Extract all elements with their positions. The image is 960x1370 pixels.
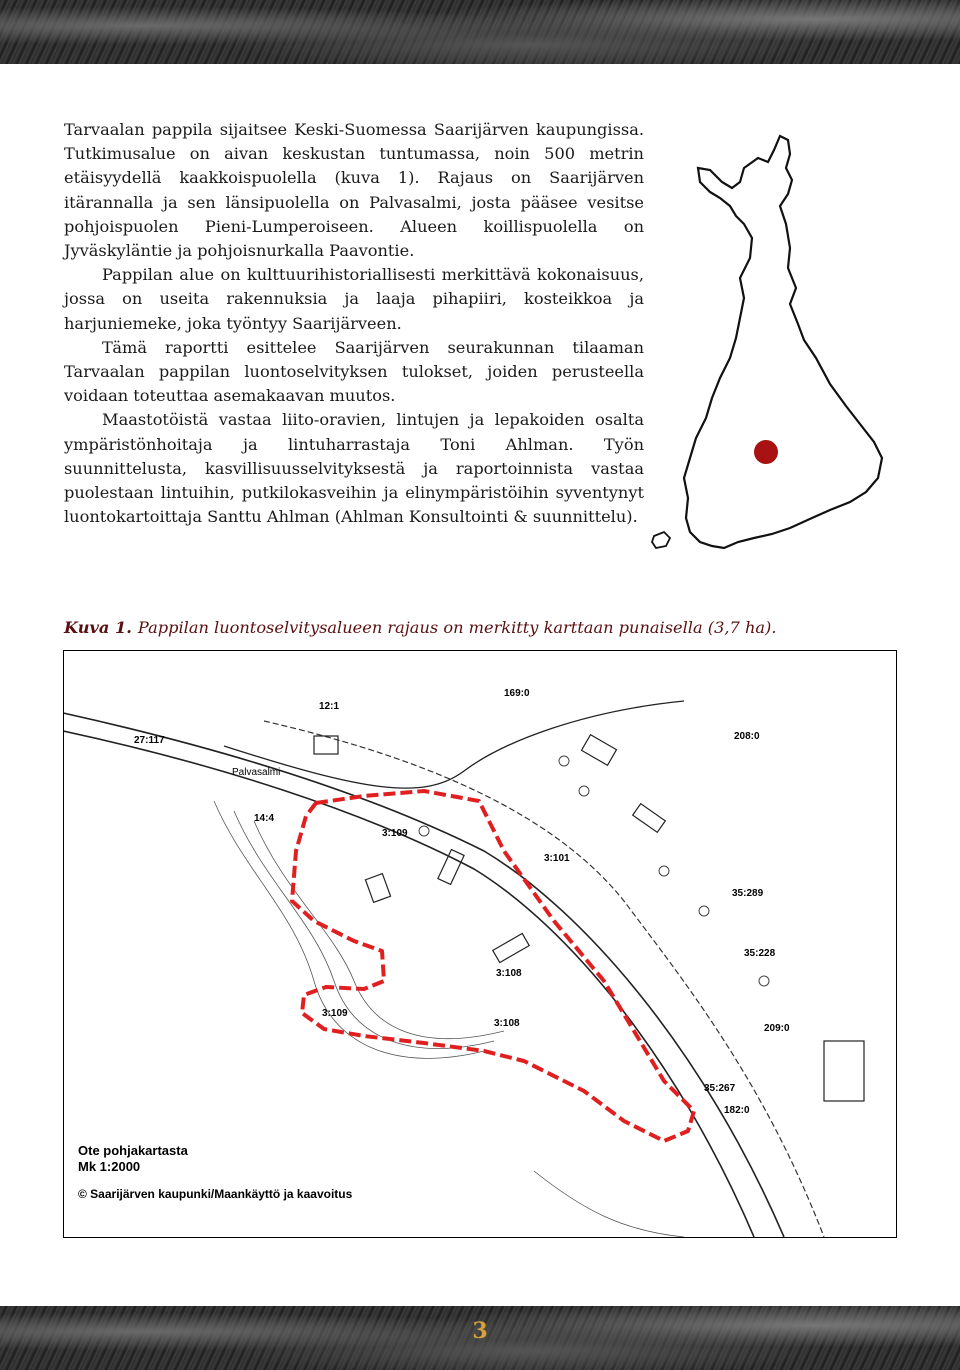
- page-number: 3: [472, 1318, 488, 1344]
- aland-islands: [652, 532, 670, 548]
- parcel-label: 27:117: [134, 735, 165, 746]
- place-label: Palvasalmi: [232, 767, 281, 778]
- railway-line: [264, 721, 824, 1237]
- contour-line: [234, 811, 494, 1049]
- contour-line: [214, 801, 484, 1058]
- tree-symbol: [699, 906, 709, 916]
- parcel-label: 3:108: [494, 1018, 520, 1029]
- building: [365, 874, 390, 903]
- parcel-label: 208:0: [734, 731, 760, 742]
- parcel-label: 35:267: [704, 1083, 736, 1094]
- base-map: [63, 650, 897, 1238]
- location-marker: [754, 440, 778, 464]
- parcel-label: 3:108: [496, 968, 522, 979]
- paragraph-2: Pappilan alue on kulttuurihistoriallisesti merkittävä kokonaisuus, jossa on useita rakennuksia ja laaja pihapiiri, kosteikkoa ja harjuniemeke, joka työntyy Saarijärveen.: [64, 265, 644, 333]
- top-decorative-band: [0, 0, 960, 64]
- parcel-label: 169:0: [504, 688, 530, 699]
- study-area-boundary: [292, 791, 694, 1141]
- tree-symbol: [559, 756, 569, 766]
- map-scale: Mk 1:2000: [78, 1159, 141, 1174]
- finland-outline-map: [640, 128, 930, 568]
- tree-symbol: [419, 826, 429, 836]
- tree-symbol: [659, 866, 669, 876]
- body-text: [64, 118, 644, 529]
- parcel-label: 12:1: [319, 701, 340, 712]
- building: [582, 735, 617, 766]
- parcel-label: 182:0: [724, 1105, 750, 1116]
- caption-text: Pappilan luontoselvitysalueen rajaus on merkitty karttaan punaisella (3,7 ha).: [137, 618, 777, 637]
- building: [824, 1041, 864, 1101]
- finland-outline: [684, 136, 882, 548]
- building: [438, 850, 464, 885]
- figure-caption: [64, 618, 894, 637]
- parcel-label: 3:109: [322, 1008, 348, 1019]
- road-jyvaskylantie-edge: [64, 729, 754, 1237]
- paragraph-4: Maastotöistä vastaa liito-oravien, lintujen ja lepakoiden osalta ympäristönhoitaja ja lintuharrastaja Toni Ahlman. Työn suunnittelusta, kasvillisuusselvityksestä ja raportoinnista vastaa puolestaan lintuihin, putkilokasveihin ja elinympäristöihin syventynyt luontokartoittaja Santtu Ahlman (Ahlman Konsultointi & suunnittelu).: [64, 410, 644, 527]
- caption-label: Kuva 1.: [64, 618, 132, 637]
- parcel-label: 3:109: [382, 828, 408, 839]
- parcel-label: 209:0: [764, 1023, 790, 1034]
- base-map-drawing: [64, 651, 896, 1237]
- parcel-label: 3:101: [544, 853, 570, 864]
- building: [633, 804, 666, 833]
- paragraph-1: Tarvaalan pappila sijaitsee Keski-Suomessa Saarijärven kaupungissa. Tutkimusalue on aivan keskustan tuntumassa, noin 500 metrin etäisyydellä kaakkoispuolella (kuva 1). Rajaus on Saarijärven itärannalla ja sen länsipuolella on Palvasalmi, josta pääsee vesitse pohjoispuolen Pieni-Lumperoiseen. Alueen koillispuolella on Jyväskyläntie ja pohjoisnurkalla Paavontie.: [64, 120, 644, 261]
- tree-symbol: [759, 976, 769, 986]
- parcel-label: 35:228: [744, 948, 776, 959]
- paragraph-3: Tämä raportti esittelee Saarijärven seurakunnan tilaaman Tarvaalan pappilan luontoselvityksen tulokset, joiden perusteella voidaan toteuttaa asemakaavan muutos.: [64, 337, 644, 406]
- contour-line: [254, 821, 504, 1039]
- map-copyright: © Saarijärven kaupunki/Maankäyttö ja kaavoitus: [78, 1187, 353, 1201]
- contour-line: [534, 1171, 684, 1237]
- building: [493, 933, 529, 962]
- tree-symbol: [579, 786, 589, 796]
- map-source-line1: Ote pohjakartasta: [78, 1143, 188, 1158]
- parcel-label: 35:289: [732, 888, 764, 899]
- parcel-label: 14:4: [254, 813, 275, 824]
